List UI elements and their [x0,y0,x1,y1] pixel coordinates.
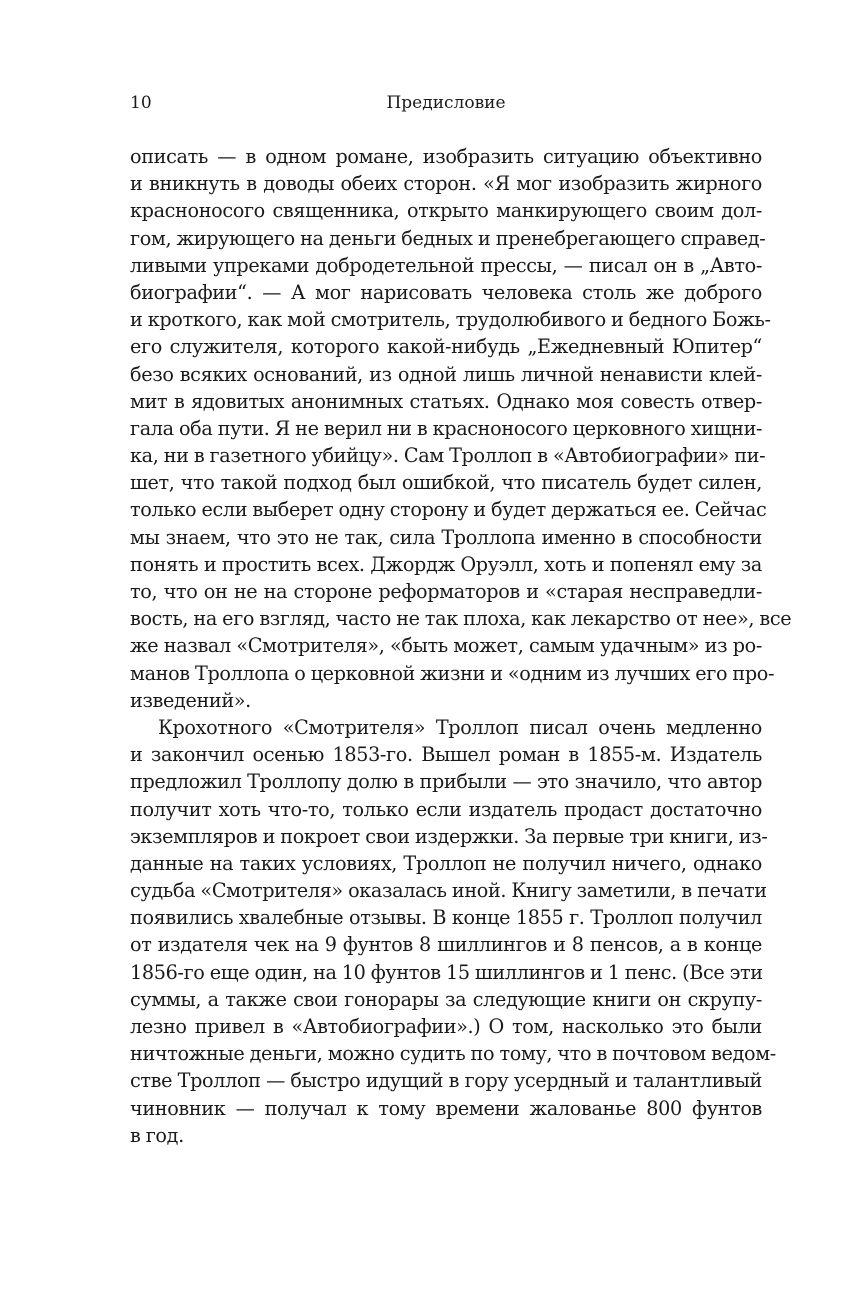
text-line: ка, ни в газетного убийцу». Сам Троллоп в «Автобиографии» пи- [130,444,766,468]
text-line: мы знаем, что это не так, сила Троллопа именно в способности [130,525,762,549]
text-line: ничтожные деньги, можно судить по тому, что в почтовом ведом- [130,1042,776,1066]
text-line: появились хвалебные отзывы. В конце 1855 г. Троллоп получил [130,906,762,930]
text-line: судьба «Смотрителя» оказалась иной. Книгу заметили, в печати [130,879,767,903]
body-text [130,143,792,1149]
text-line: в год. [130,1123,184,1147]
text-line: стве Троллоп — быстро идущий в гору усердный и талантливый [130,1069,762,1093]
text-line: суммы, а также свои гонорары за следующие книги он скрупу- [130,987,762,1011]
text-line: 1856-го еще один, на 10 фунтов 15 шиллингов и 1 пенс. (Все эти [130,960,763,984]
text-line: Крохотного «Смотрителя» Троллоп писал очень медленно [158,715,762,739]
text-line: гала оба пути. Я не верил ни в красноносого церковного хищни- [130,416,763,440]
text-line: биографии“. — А мог нарисовать человека столь же доброго [130,280,762,304]
text-line: безо всяких оснований, из одной лишь личной ненависти клей- [130,362,762,386]
text-line: от издателя чек на 9 фунтов 8 шиллингов и 8 пенсов, а в конце [130,933,762,957]
text-line: экземпляров и покроет свои издержки. За первые три книги, из- [130,824,768,848]
text-line: лезно привел в «Автобиографии».) О том, насколько это были [130,1015,762,1038]
text-line: красноносого священника, открыто манкирующего своим дол- [130,199,762,223]
text-line: то, что он не на стороне реформаторов и «старая несправедли- [130,580,762,603]
text-line: мит в ядовитых анонимных статьях. Однако моя совесть отвер- [130,389,762,413]
paragraph [130,143,792,714]
page-number: 10 [130,93,152,113]
text-line: и кроткого, как мой смотритель, трудолюбивого и бедного Божь- [130,308,771,332]
text-line: гом, жирующего на деньги бедных и пренебрегающего справед- [130,226,766,250]
text-line: же назвал «Смотрителя», «быть может, самым удачным» из ро- [130,634,762,658]
text-line: предложил Троллопу долю в прибыли — это значило, что автор [130,770,762,794]
text-line: ливыми упреками добродетельной прессы, — писал он в „Авто- [130,253,762,277]
running-head [130,90,762,116]
text-line: понять и простить всех. Джордж Оруэлл, хоть и попенял ему за [130,552,762,576]
text-line: только если выберет одну сторону и будет держаться ее. Сейчас [130,498,767,522]
text-line: и закончил осенью 1853-го. Вышел роман в 1855-м. Издатель [130,743,762,767]
text-line: данные на таких условиях, Троллоп не получил ничего, однако [130,851,762,875]
text-line: шет, что такой подход был ошибкой, что писатель будет силен, [130,471,762,495]
text-line: вость, на его взгляд, часто не так плоха, как лекарство от нее», все [130,607,792,631]
text-line: его служителя, которого какой-нибудь „Ежедневный Юпитер“ [130,335,762,359]
text-line: манов Троллопа о церковной жизни и «одним из лучших его про- [130,661,775,685]
running-title: Предисловие [386,93,506,113]
text-line: и вникнуть в доводы обеих сторон. «Я мог изобразить жирного [130,172,762,196]
paragraph [130,714,776,1149]
text-line: описать — в одном романе, изобразить ситуацию объективно [130,145,762,168]
text-line: получит хоть что-то, только если издатель продаст достаточно [130,797,762,821]
text-line: чиновник — получал к тому времени жалованье 800 фунтов [130,1096,762,1120]
text-line: изведений». [130,688,251,712]
